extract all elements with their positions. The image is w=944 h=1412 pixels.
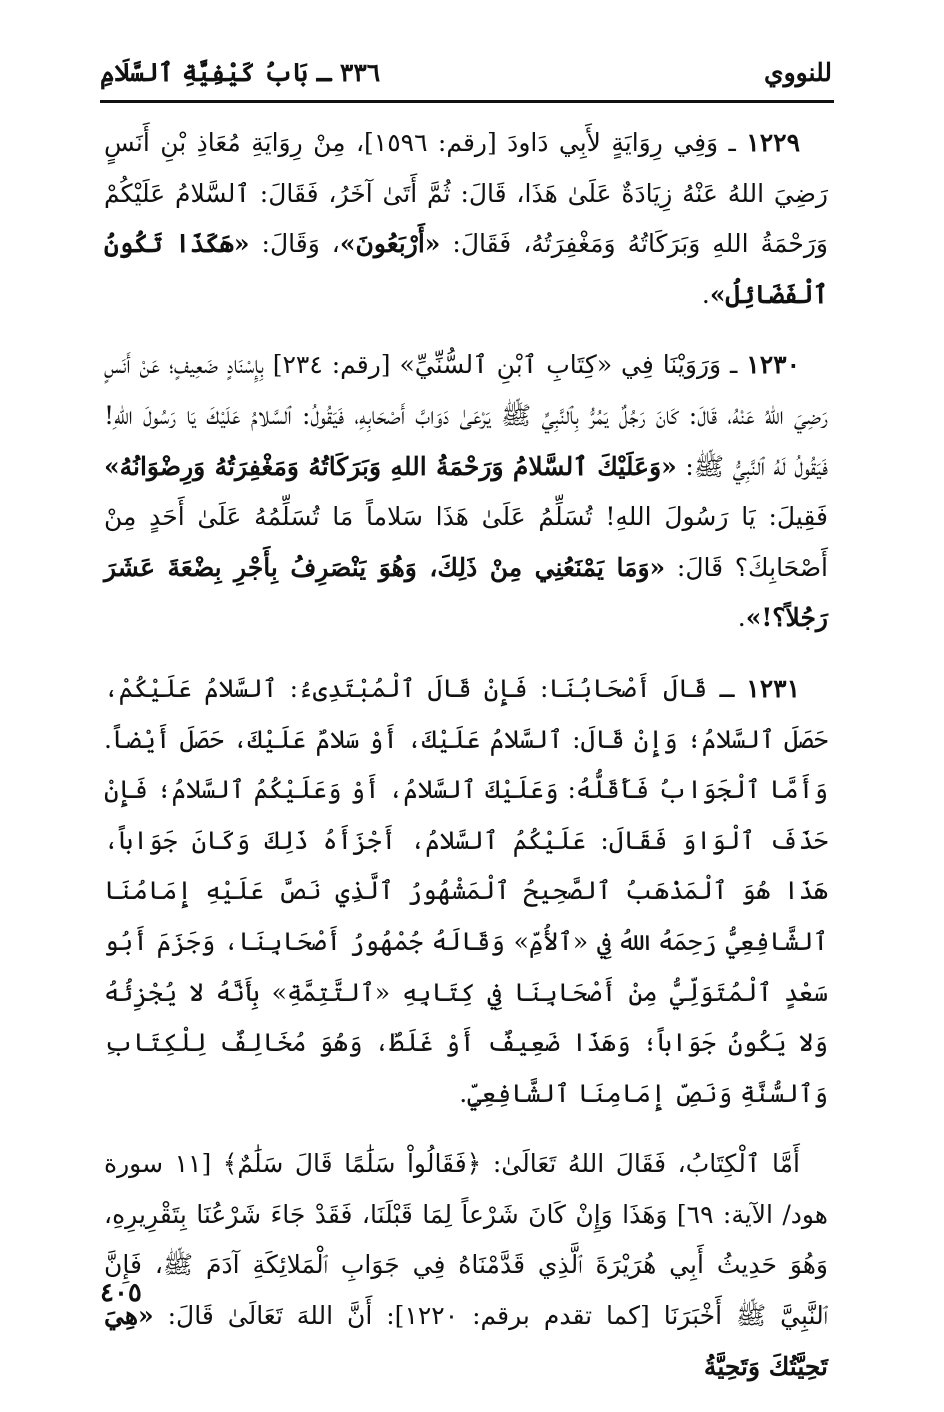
- text-span-bold: «هِيَ تَحِيَّتُكَ وَتَحِيَّةُ: [104, 1301, 828, 1381]
- paragraph-1229: [104, 118, 828, 320]
- paragraph-number: ١٢٣١: [746, 673, 800, 703]
- text-span-bold: «هَكَذَا تَكُونُ ٱلْفَضَائِلُ»: [104, 229, 828, 309]
- text-span-bold: «أَرْبَعُونَ»: [339, 229, 441, 259]
- page-number: ٤٠٥: [100, 1278, 142, 1308]
- text-span: .: [701, 279, 710, 309]
- book-author: للنووي: [764, 57, 832, 87]
- text-span: .: [737, 603, 746, 633]
- paragraph-1231: [104, 664, 828, 1119]
- paragraph-quran-evidence: [104, 1139, 828, 1392]
- text-span: فَقِيلَ: يَا رَسُولَ اللهِ! تُسَلِّمُ عَلَىٰ هَذَا سَلاماً مَا تُسَلِّمُهُ عَلَىٰ أَحَدٍ مِنْ أَصْحَابِكَ؟ قَالَ:: [104, 502, 828, 582]
- text-span-bold: «وَعَلَيْكَ ٱلسَّلامُ وَرَحْمَةُ اللهِ وَبَرَكَاتُهُ وَمَغْفِرَتُهُ وَرِضْوَانُهُ»: [104, 451, 677, 481]
- paragraph-1230: [104, 340, 828, 644]
- text-span: أَمَّا ٱلْكِتَابُ، فَقَالَ اللهُ تَعَالَىٰ: ﴿فَقَالُواْ سَلَٰمًا قَالَ سَلَٰمٌ﴾ [١١ سورة هود/ الآية: ٦٩] وَهَذَا وَإِنْ كَانَ شَرْعاً لِمَا قَبْلَنَا، فَقَدْ جَاءَ شَرْعُنَا بِتَقْرِيرِهِ، وَهُوَ حَدِيثُ أَبِي هُرَيْرَةَ ٱلَّذِي قَدَّمْنَاهُ فِي جَوَابِ ٱلْمَلائِكَةِ آدَمَ ﷺ، فَإِنَّ ٱلنَّبِيَّ ﷺ أَخْبَرَنَا [كما تقدم برقم: ١٢٢٠]: أَنَّ اللهَ تَعَالَىٰ قَالَ:: [104, 1149, 828, 1331]
- paragraph-number: ١٢٣٠: [746, 350, 800, 380]
- header-rule: [100, 100, 834, 103]
- chapter-title: ٣٣٦ ـ بَابُ كَيْفِيَّةِ ٱلسَّلَامِ: [100, 57, 381, 87]
- text-span: ـ وَرَوَيْنَا فِي «كِتَابِ ٱبْنِ ٱلسُّنِّيِّ» [رقم: ٢٣٤] بِإِسْنَادٍ ضَعِيفٍ؛ عَنْ أَنَسٍ رَضِيَ اللهُ عَنْهُ، قَالَ: كَانَ رَجُلٌ يَمُرُّ بِٱلنَّبِيِّ ﷺ يَرْعَىٰ دَوَابَّ أَصْحَابِهِ، فَيَقُولُ: ٱلسَّلامُ عَلَيْكَ يَا رَسُولَ اللهِ! فَيَقُولُ لَهُ ٱلنَّبِيُّ ﷺ:: [104, 350, 828, 481]
- paragraph-number: ١٢٢٩: [746, 128, 800, 157]
- text-span: ـ قَالَ أَصْحَابُنَا: فَإِنْ قَالَ ٱلْمُبْتَدِىءُ: ٱلسَّلامُ عَلَيْكُمْ، حَصَلَ ٱلسَّلامُ؛ وَإِنْ قَالَ: ٱلسَّلامُ عَلَيْكَ، أَوْ سَلامٌ عَلَيْكَ، حَصَلَ أَيْضاً. وَأَمَّا ٱلْجَوَابُ فَأَقَلُّهُ: وَعَلَيْكَ ٱلسَّلامُ، أَوْ وَعَلَيْكُمُ ٱلسَّلامُ؛ فَإِنْ حَذَفَ ٱلْوَاوَ فَقَالَ: عَلَيْكُمُ ٱلسَّلامُ، أَجْزَأَهُ ذَلِكَ وَكَانَ جَوَاباً، هَذَا هُوَ ٱلْمَذْهَبُ ٱلصَّحِيحُ ٱلْمَشْهُورُ ٱلَّذِي نَصَّ عَلَيْهِ إِمَامُنَا ٱلشَّافِعِيُّ رَحِمَهُ اللهُ فِي «ٱلأُمِّ» وَقَالَهُ جُمْهُورُ أَصْحَابِنَا، وَجَزَمَ أَبُو سَعْدٍ ٱلْمُتَوَلِّيُّ مِنْ أَصْحَابِنَا فِي كِتَابِهِ «ٱلتَّتِمَّةِ» بِأَنَّهُ لا يُجْزِئُهُ وَلا يَكُونُ جَوَاباً؛ وَهَذَا ضَعِيفٌ أَوْ غَلَطٌ، وَهُوَ مُخَالِفٌ لِلْكِتَابِ وَٱلسُّنَّةِ وَنَصِّ إِمَامِنَا ٱلشَّافِعِيِّ.: [104, 673, 828, 1108]
- text-span: ـ وَفِي رِوَايَةٍ لأَبِي دَاودَ [رقم: ١٥٩٦]، مِنْ رِوَايَةِ مُعَاذِ بْنِ أَنَسٍ رَضِيَ اللهُ عَنْهُ زِيَادَةٌ عَلَىٰ هَذَا، قَالَ: ثُمَّ أَتَىٰ آخَرُ، فَقَالَ: ٱلسَّلامُ عَلَيْكُمْ وَرَحْمَةُ اللهِ وَبَرَكَاتُهُ وَمَغْفِرَتُهُ، فَقَالَ:: [104, 128, 828, 259]
- text-span-bold: «وَمَا يَمْنَعُنِي مِنْ ذَلِكَ، وَهُوَ يَنْصَرِفُ بِأَجْرِ بِضْعَةَ عَشَرَ رَجُلاً؟!»: [104, 552, 828, 633]
- body-text: [104, 118, 828, 1412]
- running-header: [100, 52, 832, 92]
- text-span: ، وَقَالَ:: [249, 229, 340, 259]
